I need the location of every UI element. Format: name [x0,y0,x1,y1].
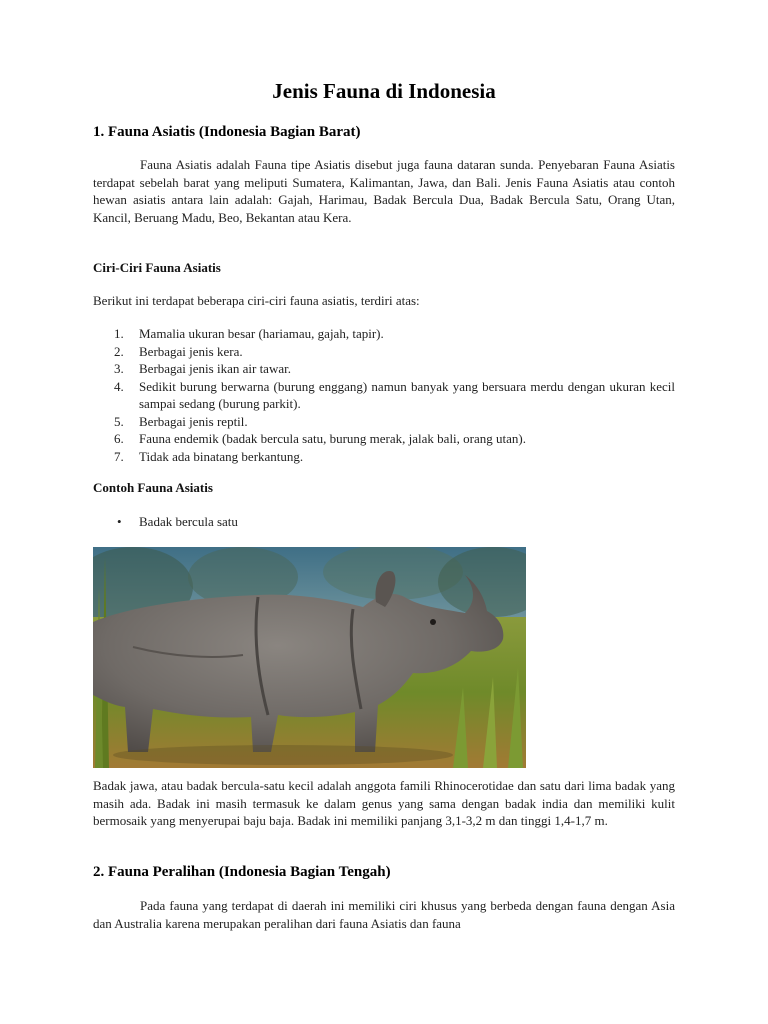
list-item [93,325,675,343]
section1-heading: 1. Fauna Asiatis (Indonesia Bagian Barat) [93,124,361,140]
list-item-text: Berbagai jenis reptil. [139,413,248,429]
list-item [93,413,675,431]
list-item [93,448,675,466]
contoh-item-text: Badak bercula satu [139,514,238,529]
photo-caption: Badak jawa, atau badak bercula-satu kecil adalah anggota famili Rhinocerotidae dan satu dari lima badak yang masih ada. Badak ini masih termasuk ke dalam genus yang sama dengan badak india dan memiliki kulit bermosaik yang menyerupai baju baja. Badak ini memiliki panjang 3,1-3,2 m dan tinggi 1,4-1,7 m. [93,778,675,828]
document-title: Jenis Fauna di Indonesia [272,79,496,103]
list-item-text: Mamalia ukuran besar (hariamau, gajah, tapir). [139,326,384,341]
list-number: 5. [114,413,124,429]
list-number: 1. [114,326,124,341]
rhino-image-icon [93,547,526,768]
list-item-text: Fauna endemik (badak bercula satu, burung merak, jalak bali, orang utan). [139,431,526,446]
list-item [93,378,675,413]
ciri-intro: Berikut ini terdapat beberapa ciri-ciri fauna asiatis, terdiri atas: [93,293,420,308]
list-number: 3. [114,361,124,376]
list-item-text: Berbagai jenis kera. [139,343,243,359]
list-item [93,343,675,361]
list-item-text: Sedikit burung berwarna (burung enggang) namun banyak yang bersuara merdu dengan ukuran kecil sampai sedang (burung parkit). [139,378,675,411]
bullet-icon: • [117,514,122,529]
list-number: 4. [114,378,124,394]
ciri-list [93,325,675,465]
list-number: 2. [114,343,124,359]
contoh-heading: Contoh Fauna Asiatis [93,480,213,495]
list-number: 6. [114,431,124,446]
list-item-text: Berbagai jenis ikan air tawar. [139,361,291,376]
list-item-text: Tidak ada binatang berkantung. [139,448,304,464]
contoh-list-item [93,513,675,531]
ciri-heading: Ciri-Ciri Fauna Asiatis [93,260,221,275]
list-item [93,360,675,378]
list-number: 7. [114,448,124,464]
list-item [93,430,675,448]
section2-heading: 2. Fauna Peralihan (Indonesia Bagian Tengah) [93,864,391,880]
rhino-photo [93,547,526,768]
section1-intro-paragraph: Fauna Asiatis adalah Fauna tipe Asiatis disebut juga fauna dataran sunda. Penyebaran Fauna Asiatis terdapat sebelah barat yang meliputi Sumatera, Kalimantan, Jawa, dan Bali. Jenis Fauna Asiatis atau contoh hewan asiatis antara lain adalah: Gajah, Harimau, Badak Bercula Dua, Badak Bercula Satu, Orang Utan, Kancil, Beruang Madu, Beo, Bekantan atau Kera. [93,157,675,225]
section2-intro-paragraph: Pada fauna yang terdapat di daerah ini memiliki ciri khusus yang berbeda dengan fauna dengan Asia dan Australia karena merupakan peralihan dari fauna Asiatis dan fauna [93,898,675,931]
